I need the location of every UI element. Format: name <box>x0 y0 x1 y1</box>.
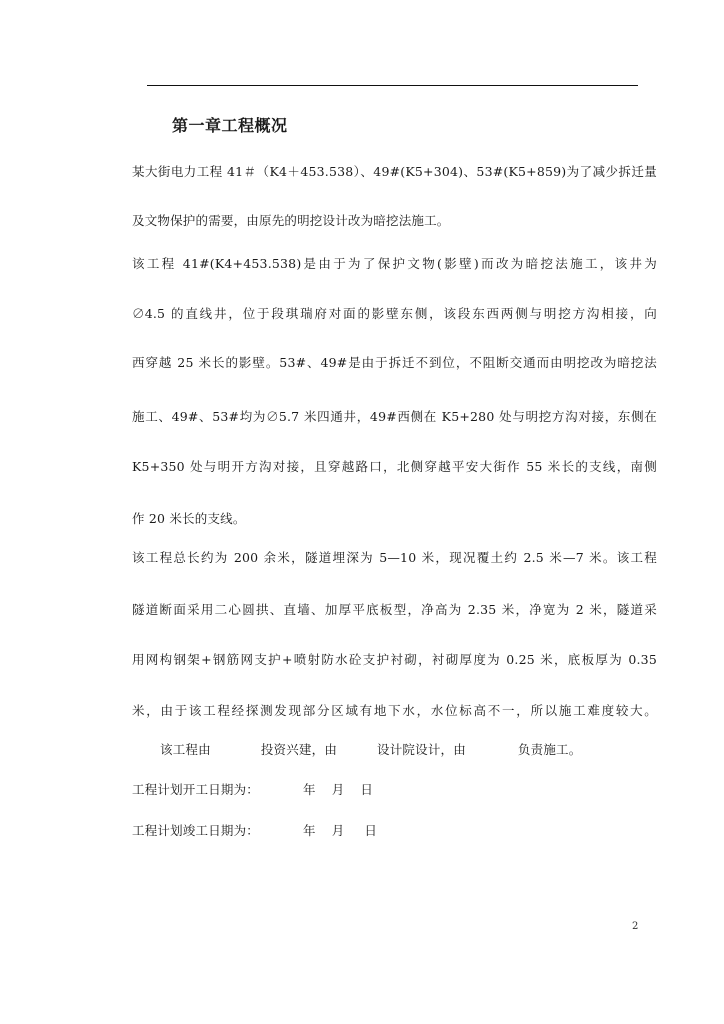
responsibility-part-3: 设计院设计，由 <box>377 742 466 757</box>
paragraph-1-line-2: 及文物保护的需要，由原先的明挖设计改为暗挖法施工。 <box>132 213 450 228</box>
start-date-line <box>132 782 373 798</box>
chapter-title: 第一章工程概况 <box>172 116 288 135</box>
paragraph-3-line-2: 隧道断面采用二心圆拱、直墙、加厚平底板型，净高为 2.35 米，净宽为 2 米，隧道采 <box>132 602 657 617</box>
end-date-day: 日 <box>364 823 378 838</box>
start-date-day: 日 <box>360 782 374 797</box>
paragraph-2-line-4: 施工、49#、53#均为∅5.7 米四通井，49#西侧在 K5+280 处与明挖方沟对接，东侧在 <box>132 409 657 424</box>
paragraph-2-line-5: K5+350 处与明开方沟对接，且穿越路口，北侧穿越平安大街作 55 米长的支线，南侧 <box>132 459 657 474</box>
responsibility-part-1: 该工程由 <box>160 742 211 757</box>
end-date-year: 年 <box>303 823 316 838</box>
start-date-year: 年 <box>303 782 316 797</box>
end-date-label: 工程计划竣工日期为： <box>132 823 260 838</box>
page-number: 2 <box>632 921 639 932</box>
paragraph-3-line-1: 该工程总长约为 200 余米，隧道埋深为 5—10 米，现况覆土约 2.5 米—7 米。该工程 <box>132 550 657 565</box>
responsibility-part-4: 负责施工。 <box>517 742 582 757</box>
start-date-label: 工程计划开工日期为： <box>132 782 260 797</box>
paragraph-3-line-4: 米，由于该工程经探测发现部分区域有地下水，水位标高不一，所以施工难度较大。 <box>132 703 657 718</box>
start-date-month: 月 <box>331 782 345 797</box>
responsibility-part-2: 投资兴建，由 <box>260 742 338 757</box>
end-date-month: 月 <box>331 823 345 838</box>
paragraph-2-line-6: 作 20 米长的支线。 <box>132 511 246 526</box>
paragraph-2-line-2: ∅4.5 的直线井，位于段琪瑞府对面的影壁东侧，该段东西两侧与明挖方沟相接，向 <box>132 306 657 321</box>
paragraph-2-line-1: 该工程 41#(K4+453.538)是由于为了保护文物(影壁)而改为暗挖法施工，该井为 <box>132 256 657 271</box>
paragraph-3-line-3: 用网构钢架+钢筋网支护+喷射防水砼支护衬砌，衬砌厚度为 0.25 米，底板厚为 0.35 <box>132 652 657 667</box>
header-rule <box>147 85 638 86</box>
paragraph-2-line-3: 西穿越 25 米长的影壁。53#、49#是由于拆迁不到位，不阻断交通而由明挖改为暗挖法 <box>132 355 657 370</box>
end-date-line <box>132 823 377 839</box>
responsibility-line <box>160 742 581 758</box>
paragraph-1-line-1: 某大街电力工程 41＃（K4＋453.538）、49#(K5+304)、53#(K5+859)为了减少拆迁量 <box>132 164 657 179</box>
